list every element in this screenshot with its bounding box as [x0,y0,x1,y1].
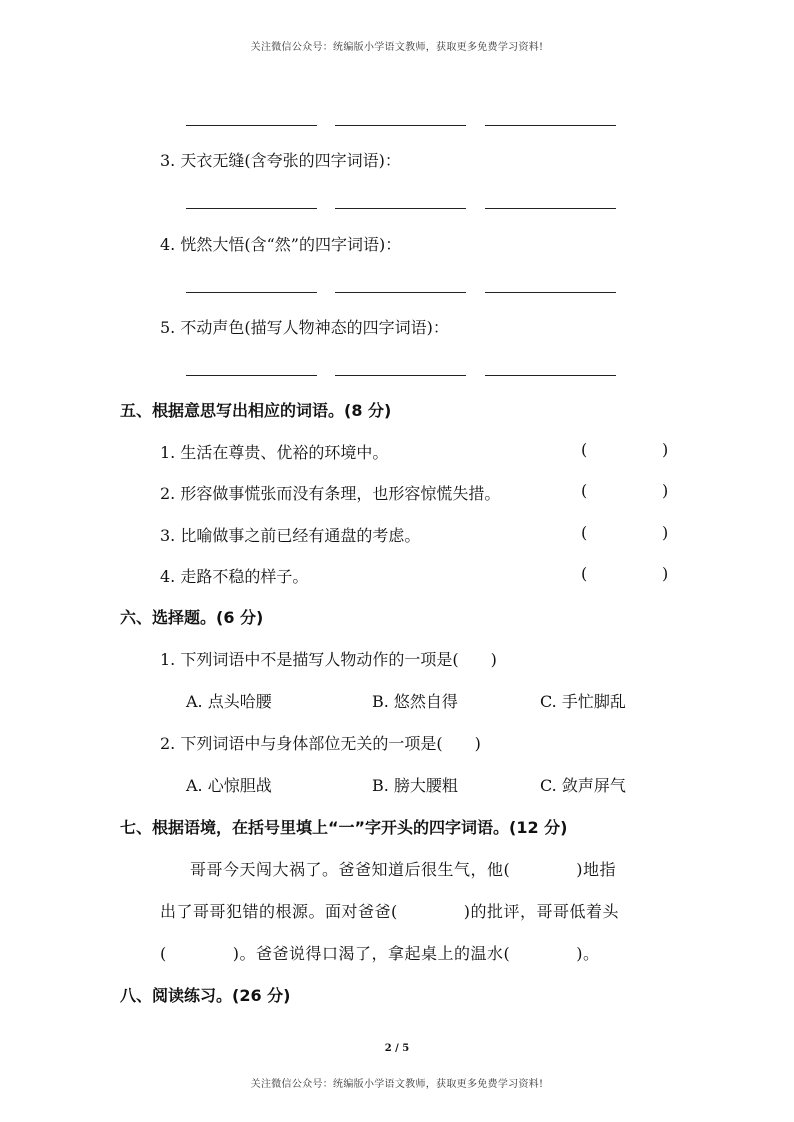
section-title: 七、根据语境，在括号里填上“一”字开头的四字词语。(12 分) [120,818,568,837]
page-header: 关注微信公众号：统编版小学语文教师，获取更多免费学习资料! [250,42,544,53]
answer-blank[interactable] [186,375,317,376]
answer-blank[interactable] [186,208,317,209]
answer-paren-close: ) [662,523,669,542]
option-a[interactable]: A. 点头哈腰 [186,692,272,711]
answer-blank[interactable] [186,125,317,126]
section-title: 六、选择题。(6 分) [120,608,264,627]
answer-paren-open: ( [581,564,588,583]
answer-paren-open: ( [581,440,588,459]
question-item: 4. 恍然大悟(含“然”的四字词语)： [160,235,402,254]
question-stem: 1. 下列词语中不是描写人物动作的一项是( ) [160,650,497,669]
question-item: 4. 走路不稳的样子。 [160,567,309,586]
paragraph-line: ( )。爸爸说得口渴了，拿起桌上的温水( )。 [160,944,600,963]
answer-paren-open: ( [581,523,588,542]
question-item: 3. 天衣无缝(含夸张的四字词语)： [160,151,401,170]
answer-paren-open: ( [581,481,588,500]
option-c[interactable]: C. 敛声屏气 [540,776,626,795]
section-title: 八、阅读练习。(26 分) [120,986,291,1005]
paragraph-line: 哥哥今天闯大祸了。爸爸知道后很生气，他( )地指 [190,860,616,879]
answer-blank[interactable] [335,208,466,209]
answer-blank[interactable] [335,292,466,293]
option-b[interactable]: B. 膀大腰粗 [372,776,458,795]
page-footer: 关注微信公众号：统编版小学语文教师，获取更多免费学习资料! [250,1079,544,1090]
answer-blank[interactable] [335,125,466,126]
option-b[interactable]: B. 悠然自得 [372,692,458,711]
page-number: 2 / 5 [384,1043,410,1054]
paragraph-line: 出了哥哥犯错的根源。面对爸爸( )的批评，哥哥低着头 [160,902,619,921]
answer-blank[interactable] [335,375,466,376]
section-title: 五、根据意思写出相应的词语。(8 分) [120,401,392,420]
question-item: 2. 形容做事慌张而没有条理，也形容惊慌失措。 [160,484,501,503]
answer-blank[interactable] [485,208,616,209]
answer-blank[interactable] [485,125,616,126]
question-stem: 2. 下列词语中与身体部位无关的一项是( ) [160,734,481,753]
question-item: 3. 比喻做事之前已经有通盘的考虑。 [160,526,421,545]
answer-paren-close: ) [662,440,669,459]
answer-blank[interactable] [485,375,616,376]
answer-paren-close: ) [662,564,669,583]
answer-paren-close: ) [662,481,669,500]
option-c[interactable]: C. 手忙脚乱 [540,692,626,711]
option-a[interactable]: A. 心惊胆战 [186,776,272,795]
question-item: 5. 不动声色(描写人物神态的四字词语)： [160,318,449,337]
question-item: 1. 生活在尊贵、优裕的环境中。 [160,443,389,462]
answer-blank[interactable] [485,292,616,293]
answer-blank[interactable] [186,292,317,293]
